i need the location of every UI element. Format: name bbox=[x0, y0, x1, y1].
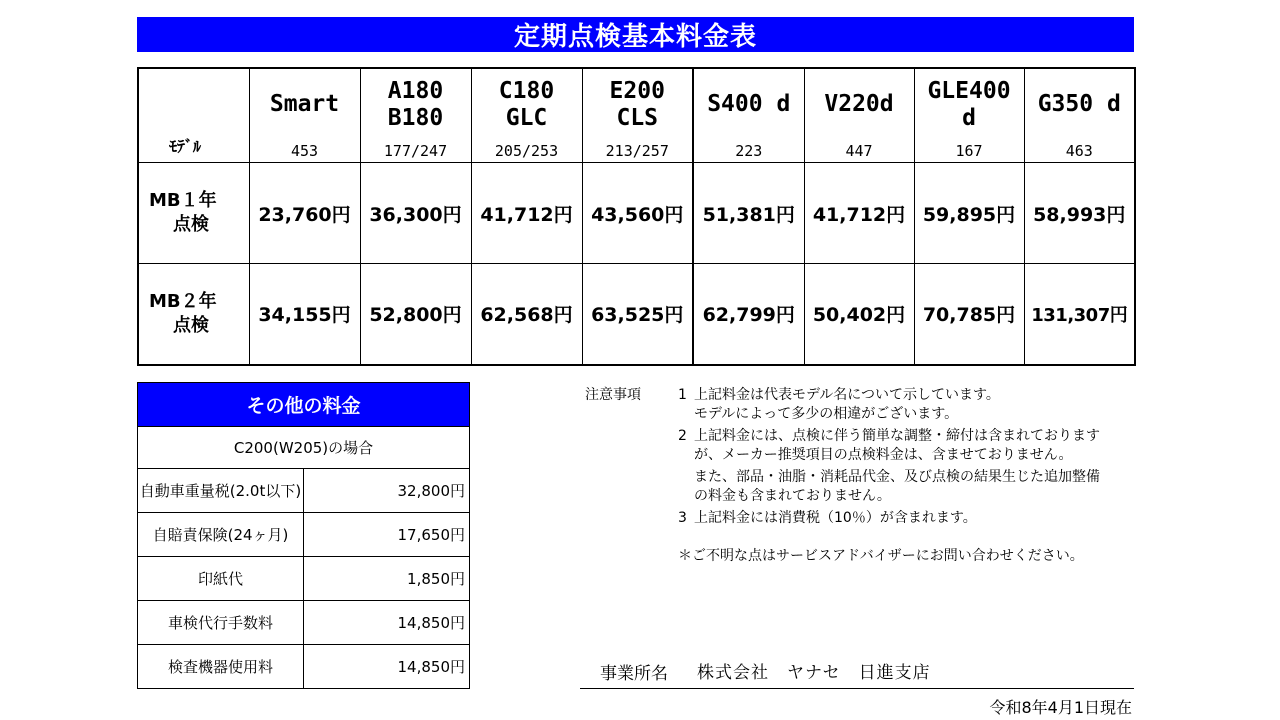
fee-value: 32,800円 bbox=[304, 469, 470, 513]
model-name: S400 d bbox=[707, 91, 791, 117]
fee-value: 14,850円 bbox=[304, 645, 470, 689]
office-name: 株式会社 ヤナセ 日進支店 bbox=[697, 663, 931, 683]
price-cell: 41,712円 bbox=[804, 163, 914, 264]
fee-label: 自動車重量税(2.0t以下) bbox=[138, 469, 304, 513]
model-header-cell bbox=[471, 68, 582, 163]
model-name: E200 CLS bbox=[609, 77, 665, 131]
other-fees-title: その他の料金 bbox=[138, 383, 470, 427]
fee-value: 1,850円 bbox=[304, 557, 470, 601]
model-header-cell bbox=[249, 68, 360, 163]
model-code: 453 bbox=[290, 141, 319, 160]
price-cell: 36,300円 bbox=[360, 163, 471, 264]
price-cell: 62,799円 bbox=[693, 264, 804, 365]
price-cell: 59,895円 bbox=[914, 163, 1024, 264]
fee-value: 17,650円 bbox=[304, 513, 470, 557]
model-code: 447 bbox=[845, 141, 873, 160]
price-cell: 51,381円 bbox=[693, 163, 804, 264]
model-header-label: ﾓﾃﾞﾙ bbox=[169, 137, 202, 156]
row-label bbox=[138, 264, 249, 365]
row-label-line: MB１年 bbox=[149, 190, 217, 211]
fee-label: 印紙代 bbox=[138, 557, 304, 601]
model-code: 205/253 bbox=[494, 141, 559, 160]
note-footnote: ＊ご不明な点はサービスアドバイザーにお問い合わせください。 bbox=[678, 548, 1084, 564]
note-text: 上記料金は代表モデル名について示しています。 モデルによって多少の相違がございます。 bbox=[694, 387, 1000, 422]
model-name: V220d bbox=[824, 91, 894, 117]
model-code: 213/257 bbox=[605, 141, 669, 160]
note-number: 2 bbox=[678, 428, 687, 444]
price-cell: 58,993円 bbox=[1024, 163, 1135, 264]
table-row bbox=[138, 557, 470, 601]
model-header-cell bbox=[804, 68, 914, 163]
model-name: GLE400 d bbox=[927, 77, 1011, 131]
office-label: 事業所名 bbox=[600, 664, 668, 684]
notes-list bbox=[678, 386, 1148, 566]
inspection-fee-table bbox=[137, 67, 1136, 366]
model-code: 463 bbox=[1065, 141, 1093, 160]
price-cell: 34,155円 bbox=[249, 264, 360, 365]
model-header-cell bbox=[1024, 68, 1135, 163]
price-cell: 70,785円 bbox=[914, 264, 1024, 365]
table-row bbox=[138, 645, 470, 689]
price-cell: 41,712円 bbox=[471, 163, 582, 264]
fee-value: 14,850円 bbox=[304, 601, 470, 645]
price-cell: 23,760円 bbox=[249, 163, 360, 264]
page-title: 定期点検基本料金表 bbox=[137, 17, 1134, 52]
table-row bbox=[138, 513, 470, 557]
note-item bbox=[678, 427, 1148, 465]
fee-label: 検査機器使用料 bbox=[138, 645, 304, 689]
table-row bbox=[138, 163, 1135, 264]
row-label-line: MB２年 bbox=[149, 290, 217, 312]
table-row bbox=[138, 264, 1135, 365]
price-cell: 43,560円 bbox=[582, 163, 693, 264]
price-cell: 62,568円 bbox=[471, 264, 582, 365]
other-fees-table bbox=[137, 382, 470, 689]
model-header-cell bbox=[914, 68, 1024, 163]
header-row bbox=[138, 68, 1135, 163]
notes-heading: 注意事項 bbox=[585, 387, 641, 403]
corner-cell bbox=[138, 68, 249, 163]
model-name: A180 B180 bbox=[387, 77, 444, 131]
as-of-date: 令和8年4月1日現在 bbox=[989, 698, 1132, 717]
model-header-cell bbox=[582, 68, 693, 163]
office-line bbox=[580, 655, 1134, 689]
other-fees-case: C200(W205)の場合 bbox=[138, 427, 470, 469]
model-code: 167 bbox=[955, 141, 983, 160]
note-item bbox=[678, 509, 1148, 528]
note-text: また、部品・油脂・消耗品代金、及び点検の結果生じた追加整備 の料金も含まれておりません。 bbox=[694, 469, 1100, 504]
row-label-line: 点検 bbox=[173, 314, 209, 336]
note-text: 上記料金には消費税（10％）が含まれます。 bbox=[694, 510, 977, 526]
fee-label: 自賠責保険(24ヶ月) bbox=[138, 513, 304, 557]
price-cell: 52,800円 bbox=[360, 264, 471, 365]
fee-label: 車検代行手数料 bbox=[138, 601, 304, 645]
note-number: 1 bbox=[678, 387, 687, 403]
note-item bbox=[678, 386, 1148, 424]
table-row bbox=[138, 469, 470, 513]
price-cell: 63,525円 bbox=[582, 264, 693, 365]
model-name: C180 GLC bbox=[498, 77, 555, 131]
model-name: Smart bbox=[269, 91, 340, 117]
table-row bbox=[138, 601, 470, 645]
note-number: 3 bbox=[678, 510, 687, 526]
model-header-cell bbox=[360, 68, 471, 163]
model-name: G350 d bbox=[1037, 91, 1121, 117]
model-code: 223 bbox=[735, 141, 763, 160]
row-label-line: 点検 bbox=[173, 214, 209, 235]
note-text: 上記料金には、点検に伴う簡単な調整・締付は含まれております が、メーカー推奨項目の点検料金は、含ませておりません。 bbox=[694, 428, 1100, 463]
price-cell: 50,402円 bbox=[804, 264, 914, 365]
model-code: 177/247 bbox=[383, 141, 448, 160]
model-header-cell bbox=[693, 68, 804, 163]
price-cell: 131,307円 bbox=[1024, 264, 1135, 365]
row-label bbox=[138, 163, 249, 264]
